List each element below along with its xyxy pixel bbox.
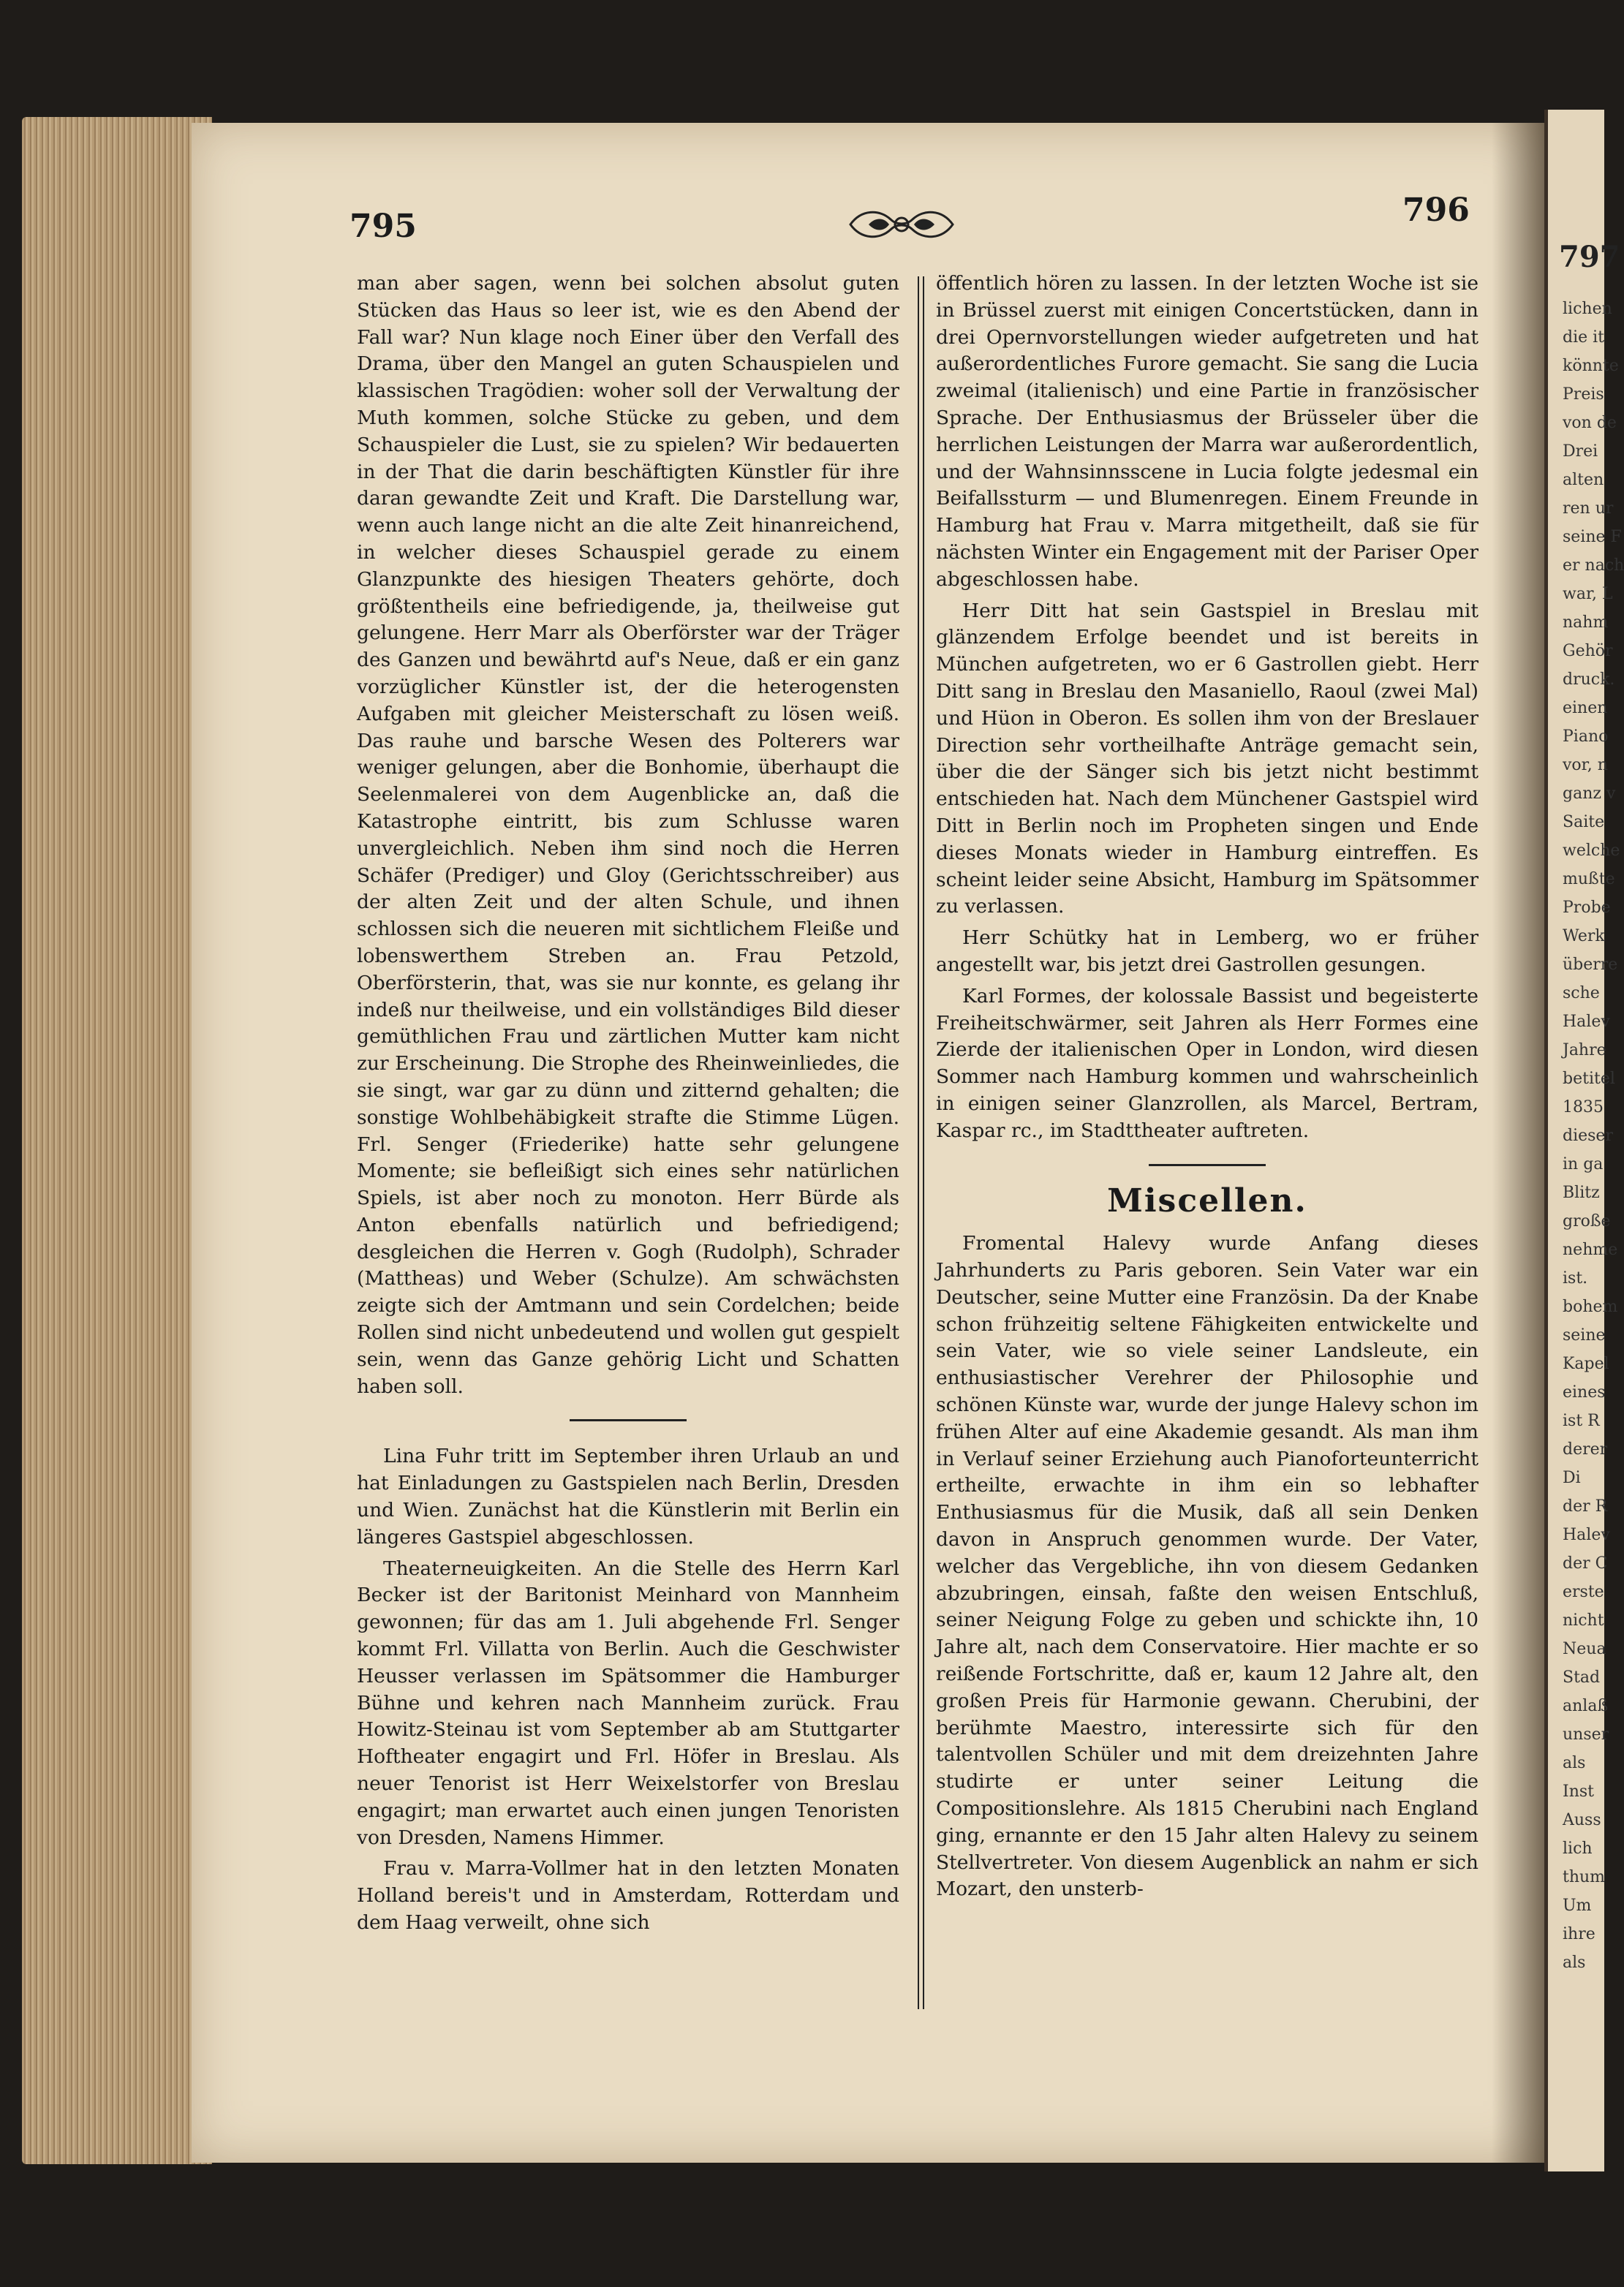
- next-page-fragment: einen: [1563, 699, 1608, 717]
- next-page-fragment: Drei: [1563, 442, 1598, 461]
- next-page-fragment: Blitz: [1563, 1184, 1600, 1202]
- paragraph: Theaterneuigkeiten. An die Stelle des Herrn Karl Becker ist der Baritonist Meinhard von Mannheim gewonnen; für das am 1. Juli abgehende Frl. Senger kommt Frl. Villatta von Berlin. Auch die Geschwister Heusser verlassen im Spätsommer die Hamburger Bühne und kehren nach Mannheim zurück. Frau Howitz-Steinau ist vom September ab am Stuttgarter Hoftheater engagirt und Frl. Höfer in Breslau. Als neuer Tenorist ist Herr Weixelstorfer von Breslau engagirt; man erwartet auch einen jungen Tenoristen von Dresden, Namens Himmer.: [357, 1557, 899, 1849]
- page-number-right: 796: [1402, 192, 1470, 229]
- left-column: [357, 271, 899, 1941]
- gutter-shadow: [1492, 123, 1544, 2163]
- next-page-fragment: derer: [1563, 1440, 1608, 1459]
- next-page-fragment: ihre: [1563, 1925, 1595, 1943]
- separator: [570, 1419, 687, 1421]
- separator: [1149, 1164, 1266, 1166]
- next-page-fragment: alten: [1563, 471, 1604, 489]
- next-page-fragment: dieser: [1563, 1127, 1613, 1145]
- next-page-fragment: Neua: [1563, 1640, 1606, 1658]
- page-number-left: 795: [350, 208, 417, 245]
- next-page-fragment: große: [1563, 1212, 1611, 1231]
- next-page-fragment: Piano: [1563, 727, 1609, 746]
- next-page-fragment: als: [1563, 1754, 1586, 1772]
- next-page-fragment: erste: [1563, 1583, 1604, 1601]
- next-page-number: 797: [1559, 240, 1620, 274]
- page-edges: [22, 117, 212, 2164]
- next-page-fragment: in ga: [1563, 1155, 1604, 1173]
- paragraph: öffentlich hören zu lassen. In der letzten Woche ist sie in Brüssel zuerst mit einigen Concertstücken, dann in drei Opernvorstellungen wieder aufgetreten und hat außerordentliches Furore gemacht. Sie sang die Lucia zweimal (italienisch) und eine Partie in französischer Sprache. Der Enthusiasmus der Brüsseler über die herrlichen Leistungen der Marra war außerordentlich, und der Wahnsinnsscene in Lucia folgte jedesmal ein Beifallssturm — und Blumenregen. Einem Freunde in Hamburg hat Frau v. Marra mitgetheilt, daß sie für nächsten Winter ein Engagement mit der Pariser Oper abgeschlossen habe.: [936, 272, 1478, 591]
- ornament-icon: [847, 203, 956, 246]
- column-rule: [918, 276, 924, 2009]
- next-page-fragment: Gehör: [1563, 642, 1613, 660]
- next-page-fragment: Um: [1563, 1897, 1592, 1915]
- next-page-fragment: Auss: [1563, 1811, 1601, 1829]
- next-page-fragment: Jahre: [1563, 1041, 1606, 1059]
- next-page-fragment: vor, n: [1563, 756, 1608, 774]
- next-page-fragment: Werk: [1563, 927, 1605, 945]
- next-page-fragment: ren ur: [1563, 499, 1614, 518]
- next-page-fragment: ganz v: [1563, 785, 1616, 803]
- next-page-fragment: sche: [1563, 984, 1600, 1002]
- next-page-fragment: von de: [1563, 414, 1617, 432]
- next-page-fragment: seine: [1563, 1326, 1606, 1345]
- next-page-fragment: eines: [1563, 1383, 1606, 1402]
- next-page-fragment: könnte: [1563, 357, 1619, 375]
- next-page-fragment: ist R: [1563, 1412, 1600, 1430]
- paragraph: Herr Schütky hat in Lemberg, wo er früher angestellt war, bis jetzt drei Gastrollen gesungen.: [936, 926, 1478, 976]
- paragraph: Fromental Halevy wurde Anfang dieses Jahrhunderts zu Paris geboren. Sein Vater war ein Deutscher, seine Mutter eine Französin. Da der Knabe schon frühzeitig seltene Fähigkeiten entwickelte und sein Vater, wie so viele seiner Landsleute, ein enthusiastischer Verehrer der Philosophie und schönen Künste war, wurde der junge Halevy schon im frühen Alter auf eine Akademie gesandt. Als man ihm in Verlauf seiner Erziehung auch Pianoforteunterricht ertheilte, erwachte in ihm ein so lebhafter Enthusiasmus für die Musik, daß all sein Denken davon in Anspruch genommen wurde. Der Vater, welcher das Vergebliche, ihn von diesem Gedanken abzubringen, einsah, faßte den weisen Entschluß, seiner Neigung Folge zu geben und schickte ihn, 10 Jahre alt, nach dem Conservatoire. Hier machte er so reißende Fortschritte, daß er, kaum 12 Jahre alt, den großen Preis für Harmonie gewann. Cherubini, der berühmte Maestro, interessirte sich für den talentvollen Schüler und mit dem dreizehnten Jahre studirte er unter seiner Leitung die Compositionslehre. Als 1815 Cherubini nach England ging, ernannte er den 15 Jahr alten Halevy zu seinem Stellvertreter. Von diesem Augenblick an nahm er sich Mozart, den unsterb-: [936, 1232, 1478, 1901]
- next-page-fragment: welche: [1563, 842, 1620, 860]
- next-page-fragment: nicht: [1563, 1611, 1604, 1630]
- paragraph: man aber sagen, wenn bei solchen absolut guten Stücken das Haus so leer ist, wie es den Abend der Fall war? Nun klage noch Einer über den Verfall des Drama, über den Mangel an guten Schauspielen und klassischen Tragödien: woher soll der Verwaltung der Muth kommen, solche Stücke zu geben, und dem Schauspieler die Lust, sie zu spielen? Wir bedauerten in der That die darin beschäftigten Künstler für ihre daran gewandte Zeit und Kraft. Die Darstellung war, wenn auch lange nicht an die alte Zeit hinanreichend, in welcher dieses Schauspiel gerade zu einem Glanzpunkte des hiesigen Theaters gehörte, doch größtentheils eine befriedigende, ja, theilweise gut gelungene. Herr Marr als Oberförster war der Träger des Ganzen und bewährtd auf's Neue, daß er ein ganz vorzüglicher Künstler ist, der die heterogensten Aufgaben mit gleicher Meisterschaft zu lösen weiß. Das rauhe und barsche Wesen des Polterers war weniger gelungen, aber die Bonhomie, überhaupt die Seelenmalerei von dem Augenblicke an, daß die Katastrophe eintritt, bis zum Schlusse waren unvergleichlich. Neben ihm sind noch die Herren Schäfer (Prediger) und Gloy (Gerichtsschreiber) aus der alten Zeit und der alten Schule, und ihnen schlossen sich die neueren mit sichtlichem Fleiße und lobenswerthem Streben an. Frau Petzold, Oberförsterin, that, was sie nur konnte, es gelang ihr indeß nur theilweise, und ein vollständiges Bild dieser gemüthlichen Frau und zärtlichen Mutter kam nicht zur Erscheinung. Die Strophe des Rheinweinliedes, die sie singt, war gar zu dünn und zitternd gehalten; die sonstige Wohlbehäbigkeit strafte die Stimme Lügen. Frl. Senger (Friederike) hatte sehr gelungene Momente; sie befleißigt sich eines sehr natürlichen Spiels, ist aber noch zu monoton. Herr Bürde als Anton ebenfalls natürlich und befriedigend; desgleichen die Herren v. Gogh (Rudolph), Schrader (Mattheas) und Weber (Schulze). Am schwächsten zeigte sich der Amtmann und sein Cordelchen; beide Rollen sind nicht unbedeutend und wollen gut gespielt sein, wenn das Ganze gehörig Licht und Schatten haben soll.: [357, 272, 899, 1398]
- next-page-fragment: nahm: [1563, 613, 1609, 632]
- next-page-fragment: Saite: [1563, 813, 1605, 831]
- next-page-fragment: Preis: [1563, 385, 1604, 404]
- next-page-fragment: druck.: [1563, 670, 1615, 689]
- next-page-fragment: Probe: [1563, 899, 1611, 917]
- paragraph: Lina Fuhr tritt im September ihren Urlaub an und hat Einladungen zu Gastspielen nach Berlin, Dresden und Wien. Zunächst hat die Künstlerin mit Berlin ein längeres Gastspiel abgeschlossen.: [357, 1445, 899, 1549]
- next-page-fragment: überre: [1563, 956, 1618, 974]
- next-page-fragment: der R: [1563, 1497, 1608, 1516]
- next-page-fragment: war, L: [1563, 585, 1613, 603]
- next-page-fragment: Stad: [1563, 1668, 1601, 1687]
- next-page-fragment: lich: [1563, 1840, 1593, 1858]
- paragraph: Frau v. Marra-Vollmer hat in den letzten Monaten Holland bereis't und in Amsterdam, Rotterdam und dem Haag verweilt, ohne sich: [357, 1857, 899, 1935]
- next-page-fragment: 1835: [1563, 1098, 1604, 1116]
- next-page-fragment: anlaß: [1563, 1697, 1609, 1715]
- next-page-fragment: nehme: [1563, 1241, 1618, 1259]
- next-page-fragment: ist.: [1563, 1269, 1588, 1288]
- next-page-fragment: betitel: [1563, 1070, 1615, 1088]
- next-page-fragment: Kapel: [1563, 1355, 1609, 1373]
- right-column: [936, 271, 1478, 1908]
- next-page-fragment: die it: [1563, 328, 1605, 347]
- next-page-fragment: Halev: [1563, 1013, 1610, 1031]
- next-page-fragment: mußte: [1563, 870, 1615, 888]
- next-page-fragment: Di: [1563, 1469, 1581, 1487]
- next-page-fragment: lichen: [1563, 300, 1612, 318]
- next-page-fragment: unser: [1563, 1725, 1609, 1744]
- next-page-fragment: als: [1563, 1954, 1586, 1972]
- next-page-fragment: Halev: [1563, 1526, 1610, 1544]
- next-page-fragment: er nach: [1563, 556, 1624, 575]
- next-page-fragment: seine F: [1563, 528, 1622, 546]
- paragraph: Herr Ditt hat sein Gastspiel in Breslau mit glänzendem Erfolge beendet und ist bereits in München aufgetreten, wo er 6 Gastrollen giebt. Herr Ditt sang in Breslau den Masaniello, Raoul (zwei Mal) und Hüon in Oberon. Es sollen ihm von der Breslauer Direction sehr vortheilhafte Anträge gemacht sein, über die der Sänger sich bis jetzt nicht bestimmt entschieden hat. Nach dem Münchener Gastspiel wird Ditt in Berlin noch im Propheten singen und Ende dieses Monats wieder in Hamburg eintreffen. Es scheint leider seine Absicht, Hamburg im Spätsommer zu verlassen.: [936, 599, 1478, 918]
- next-page-fragment: thum: [1563, 1868, 1606, 1886]
- next-page-fragment: der C: [1563, 1554, 1608, 1573]
- next-page-fragment: Inst: [1563, 1783, 1594, 1801]
- next-page-fragment: bohem: [1563, 1298, 1618, 1316]
- next-page-strip: [1544, 110, 1624, 2171]
- paragraph: Karl Formes, der kolossale Bassist und begeisterte Freiheitschwärmer, seit Jahren als Herr Formes eine Zierde der italienischen Oper in London, wird diesen Sommer nach Hamburg kommen und wahrscheinlich in einigen seiner Glanzrollen, als Marcel, Bertram, Kaspar rc., im Stadttheater auftreten.: [936, 984, 1478, 1142]
- section-title: Miscellen.: [1107, 1182, 1307, 1220]
